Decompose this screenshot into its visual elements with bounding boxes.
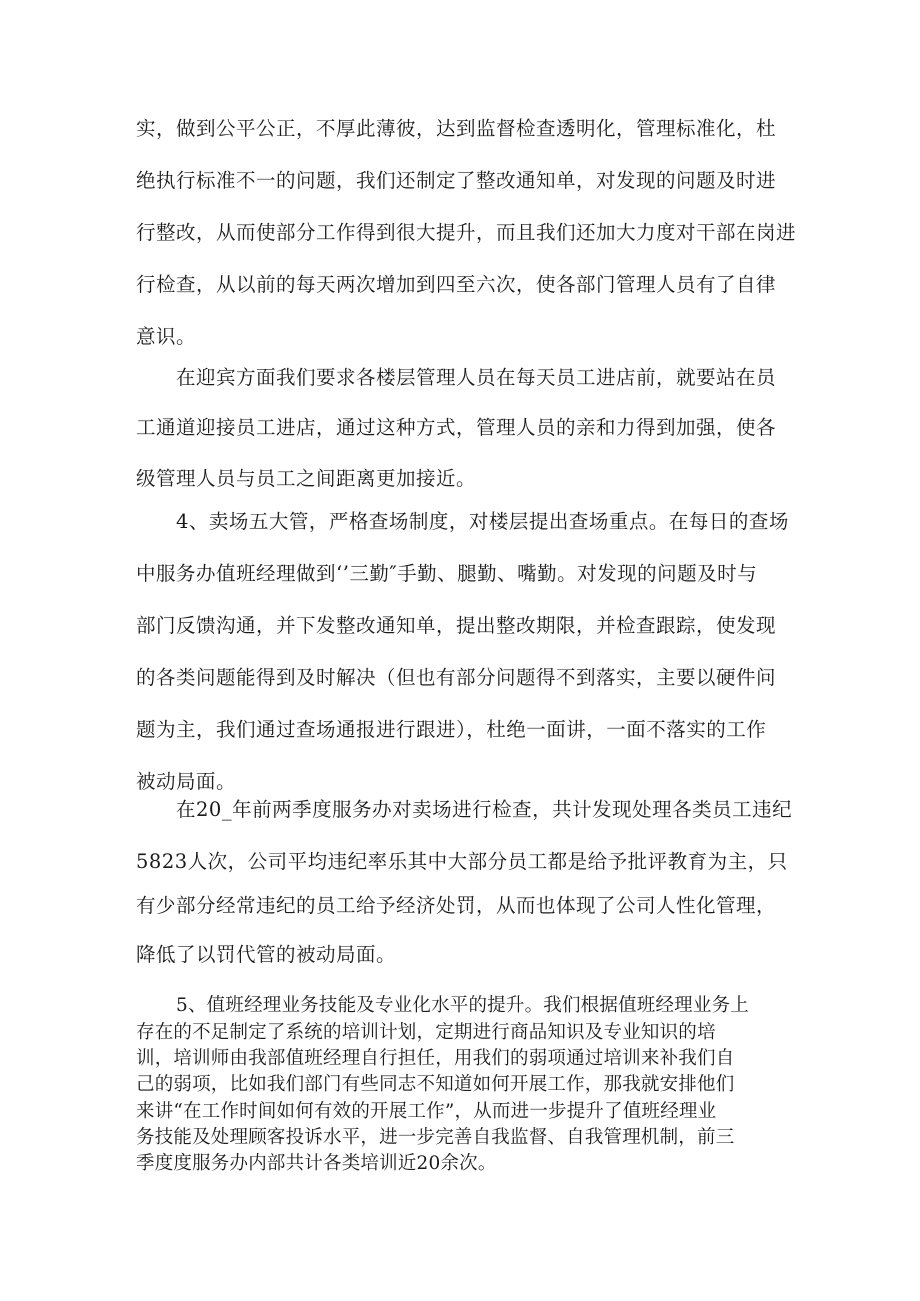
text-line: 行整改，从而使部分工作得到很大提升，而且我们还加大力度对干部在岗进 — [136, 221, 797, 244]
text-line: 绝执行标准不一的问题，我们还制定了整改通知单，对发现的问题及时进 — [136, 169, 777, 192]
text-line: 中服务办值班经理做到‘’三勤″手勤、腿勤、嘴勤。对发现的问题及时与 — [136, 562, 758, 585]
text-line: 意识。 — [136, 325, 197, 348]
text-line: 在迎宾方面我们要求各楼层管理人员在每天员工进店前，就要站在员 — [176, 366, 777, 389]
text-line: 被动局面。 — [136, 770, 237, 793]
text-line: 有少部分经常违纪的员工给予经济处罚，从而也体现了公司人性化管理， — [136, 894, 777, 917]
text-line: 存在的不足制定了系统的培训计划，定期进行商品知识及专业知识的培 — [136, 1022, 716, 1043]
text-line: 5823人次，公司平均违纪率乐其中大部分员工都是给予批评教育为主，只 — [136, 850, 788, 873]
text-line: 训，培训师由我部值班经理自行担任，用我们的弱项通过培训来补我们自 — [136, 1048, 735, 1069]
text-line: 4、卖场五大管，严格查场制度，对楼层提出查场重点。在每日的查场 — [176, 510, 789, 533]
text-line: 级管理人员与员工之间距离更加接近。 — [136, 467, 477, 490]
text-line: 降低了以罚代管的被动局面。 — [136, 943, 397, 966]
text-line: 题为主，我们通过查场通报进行跟进），杜绝一面讲，一面不落实的工作 — [136, 718, 767, 741]
text-line: 来讲“在工作时间如何有效的开展工作”，从而进一步提升了值班经理业 — [136, 1101, 717, 1122]
text-line: 行检查，从以前的每天两次增加到四至六次，使各部门管理人员有了自律 — [136, 273, 777, 296]
text-line: 5、值班经理业务技能及专业化水平的提升。我们根据值班经理业务上 — [176, 995, 749, 1016]
text-line: 务技能及处理顾客投诉水平，进一步完善自我监督、自我管理机制，前三 — [136, 1127, 735, 1148]
text-line: 的各类问题能得到及时解决（但也有部分问题得不到落实，主要以硬件问 — [136, 666, 777, 689]
text-line: 部门反馈沟通，并下发整改通知单，提出整改期限，并检查跟踪，使发现 — [136, 614, 777, 637]
text-line: 在20_年前两季度服务办对卖场进行检查，共计发现处理各类员工违纪 — [176, 798, 793, 821]
text-line: 己的弱项，比如我们部门有些同志不知道如何开展工作，那我就安排他们 — [136, 1074, 735, 1095]
text-line: 工通道迎接员工进店，通过这种方式，管理人员的亲和力得到加强，使各 — [136, 416, 777, 439]
text-line: 实，做到公平公正，不厚此薄彼，达到监督检查透明化，管理标准化，杜 — [136, 117, 777, 140]
text-line: 季度度服务办内部共计各类培训近20余次。 — [136, 1153, 497, 1174]
